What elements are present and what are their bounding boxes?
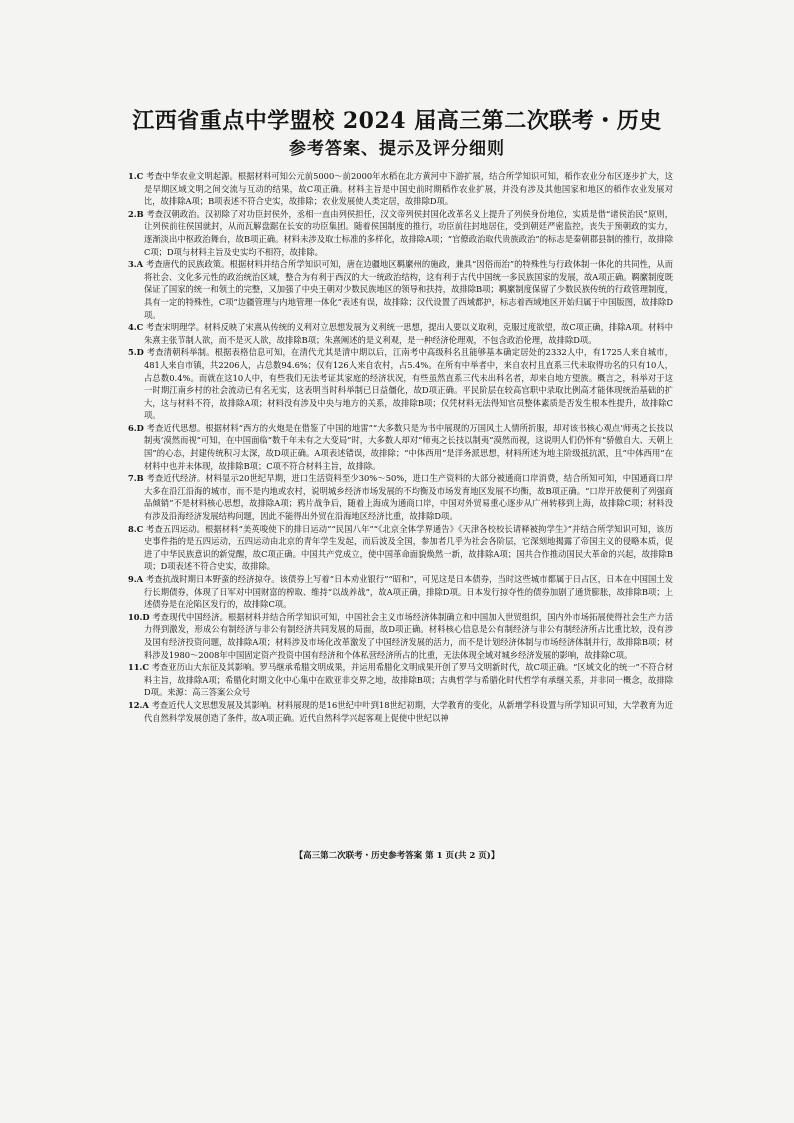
answer-text: 考查现代中国经济。根据材料并结合所学知识可知，中国社会主义市场经济体制确立和中国加入世贸组织，国内外市场拓展使得社会生产力活力得到激发，形成公有制经济与非公有制经济共同发展的局面，故D项正确。材料核心信息是公有制经济与非公有制经济所占比重比较，没有涉及国有经济投资问题，故排除A项；材料涉及市场化改革激发了中国经济发展的活力，而不是计划经济体制与市场经济体制并行，故排除B项；材料涉及1980～2008年中国固定资产投资中国有经济和个体私营经济所占的比重，无法体现全域对城乡经济发展的影响，故排除C项。 (144, 611, 673, 660)
answer-item (128, 661, 673, 699)
answer-text: 考查宋明理学。材料反映了宋熹从传统的义利对立思想发展为义利统一思想，提出人要以义取利，克服过度欲望，故C项正确，排除A项。材料中朱熹主张节制人欲，而不是灭人欲，故排除B项；朱熹阐述的是义利观，是一种经济伦理观，不包含政治伦理，故排除D项。 (144, 322, 673, 345)
page-subtitle: 参考答案、提示及评分细则 (289, 139, 505, 159)
answer-text: 考查中华农业文明起源。根据材料可知公元前5000～前2000年水稻在北方黄河中下游扩展，结合所学知识可知，稻作农业分布区逐步扩大，这是早期区域文明之间交流与互动的结果，故C项正确。材料主旨是中国史前时期稻作农业扩展，并没有涉及其他国家和地区的稻作农业发展对比，故排除A项；B项表述不符合史实，故排除；农业发展使人类定居，故排除D项。 (144, 171, 673, 207)
page-title: 江西省重点中学盟校 2024 届高三第二次联考・历史 (132, 108, 662, 134)
answer-item (128, 573, 673, 611)
answer-text: 考查亚历山大东征及其影响。罗马继承希腊文明成果，并运用希腊化文明成果开创了罗马文明新时代，故C项正确。“区域文化的统一”不符合材料主旨，故排除A项；希腊化时期文化中心集中在欧亚非交界之地，故排除B项；古典哲学与希腊化时代哲学有承继关系，并非同一概念，故排除D项。来源：高三答案公众号 (144, 662, 674, 698)
answer-item (128, 611, 673, 661)
answer-item (128, 523, 673, 573)
answer-number: 2.B (128, 208, 144, 219)
answer-text: 考查近代人文思想发展及其影响。材料展现的是16世纪中叶到18世纪初期，大学教育的变化，从新增学科设置与所学知识可知，大学教育为近代自然科学发展创造了条件，故A项正确。近代自然科学兴起客观上促使中世纪以神 (144, 699, 674, 723)
answer-item (128, 208, 673, 258)
answer-item (128, 699, 673, 724)
answer-number: 4.C (128, 322, 144, 333)
answer-number: 9.A (128, 574, 144, 584)
answer-item (128, 170, 673, 208)
answer-number: 10.D (128, 611, 150, 622)
answer-list (128, 170, 673, 724)
answer-number: 3.A (128, 259, 144, 270)
answer-text: 考查五四运动。根据材料“美英唆使下的排日运动”“民国八年”“《北京全体学界通告》《天津各校校长请释被拘学生》”并结合所学知识可知，该历史事件指的是五四运动，五四运动由北京的青年学生发起，而后波及全国，参加者几乎为社会各阶层，它深刻地揭露了帝国主义的侵略本质，促进了中华民族意识的新觉醒，故C项正确。中国共产党成立，使中国革命面貌焕然一新，故排除A项；国共合作推动国民大革命的兴起，故排除B项；D项表述不符合史实，故排除。 (144, 523, 673, 572)
answer-number: 6.D (128, 422, 144, 433)
answer-number: 7.B (128, 473, 144, 484)
answer-number: 11.C (128, 662, 150, 673)
answer-item (128, 422, 673, 472)
answer-text: 考查唐代的民族政策。根据材料并结合所学知识可知，唐在边疆地区羁縻州的施政，兼具“因俗而治”的特殊性与行政体制一体化的共同性，从而将社会、文化多元性的政治统治区域，整合为有利于西汉的大一统政治结构，这有利于古代中国统一多民族国家的发展，故A项正确。羁縻制度既保证了国家的统一和领土的完整，又加强了中央王朝对少数民族地区的领导和扶持，故排除B项；羁縻制度保留了少数民族传统的行政管理制度，具有一定的特殊性，C项“边疆管理与内地管理一体化”表述有误，故排除；汉代设置了西域都护，标志着西域地区开始归属于中国版图，故排除D项。 (144, 259, 673, 320)
answer-number: 5.D (128, 347, 144, 358)
answer-item (128, 472, 673, 522)
answer-number: 12.A (128, 699, 149, 710)
answer-item (128, 321, 673, 346)
answer-text: 考查抗战时期日本野蛮的经济掠夺。该债券上写着“日本劝业银行”“昭和”，可见这是日本债券，当时这些城市都属于日占区，日本在中国国土发行长期债券，体现了日军对中国财富的榨取、维持“以战养战”，故A项正确，排除D项。日本发行掠夺性的债券加剧了通货膨胀，故排除B项；上述债券是在沦陷区发行的，故排除C项。 (144, 574, 673, 610)
page-footer: 【高三第二次联考・历史参考答案 第 1 页(共 2 页)】 (294, 851, 500, 861)
answer-text: 考查近代思想。根据材料“西方的火炮是在借鉴了中国的地雷”“大多数只是为书中展现的万国风土人情所折服，却对该书核心观点‘师夷之长技以制夷’漠然而视”可知，在中国面临“数千年未有之大变局”时，大多数人却对“师夷之长技以制夷”漠然而视，这说明人们仍怀有“骄傲自大、天朝上国”的心态，封建传统积习太深，故D项正确。A项表述错误，故排除；“中体西用”是洋务派思想，材料所述为地主阶级抵抗派，且“中体西用”在材料中也并未体现，故排除B项；C项不符合材料主旨，故排除。 (144, 422, 673, 471)
answer-text: 考查近代经济。材料显示20世纪早期，进口生活资料至少30%～50%，进口生产资料的大部分被通商口岸消费，结合所知可知，中国通商口岸大多在沿江沿海的城市，而不是内地或农村，说明城乡经济市场发展的不均衡及市场发育地区发展不均衡，故B项正确。“口岸开放便利了列强商品倾销”不是材料核心思想，故排除A项；鸦片战争后，随着上海成为通商口岸，中国对外贸易重心逐步从广州转移到上海，故排除C项；材料没有涉及沿海经济发展结构问题，因此不能得出外贸在沿海地区经济比重，故排除D项。 (144, 473, 673, 522)
answer-number: 1.C (128, 171, 144, 181)
answer-number: 8.C (128, 523, 144, 534)
answer-item (128, 346, 673, 422)
answer-text: 考查清朝科举制。根据表格信息可知，在清代尤其是清中期以后，江南考中高级科名且能够基本确定居处的2332人中，有1725人来自城市，481人来自市镇，共2206人，占总数94.6%；仅有126人来自农村，占5.4%。在所有中举者中，来自农村且直系三代未取得功名的只有10人，占总数0.4%。而就在这10人中，有些我们无法考证其家庭的经济状况，有些虽然直系三代未出科名者，却来自地方望族。概言之，科举对于这一时期江南乡村的社会流动已有名无实，这表明当时科举制已日益僵化，故D项正确。平民阶层在较高官职中录取比例高才能体现统治基础的扩大，这与材料不符，故排除A项；材料没有涉及中央与地方的关系，故排除B项；仅凭材料无法得知官员整体素质是否发生根本性提升，故排除C项。 (144, 347, 673, 421)
answer-item (128, 258, 673, 321)
answer-text: 考查汉朝政治。汉初除了对功臣封侯外，丞相一直由列侯担任，汉文帝列侯封国化改革名义上提升了列侯身份地位，实质是借“诸侯治民”原则，让列侯前往侯国就封，从而瓦解盘踞在长安的功臣集团。随着侯国制度的推行，功臣前往封地居住，受到朝廷严密监控，丧失于预朝政的实力，逐渐淡出中枢政治舞台，故B项正确。材料未涉及取士标准的多样化，故排除A项；“官僚政治取代贵族政治”的标志是秦朝郡县制的推行，故排除C项；D项与材料主旨及史实均不相符，故排除。 (144, 208, 673, 257)
